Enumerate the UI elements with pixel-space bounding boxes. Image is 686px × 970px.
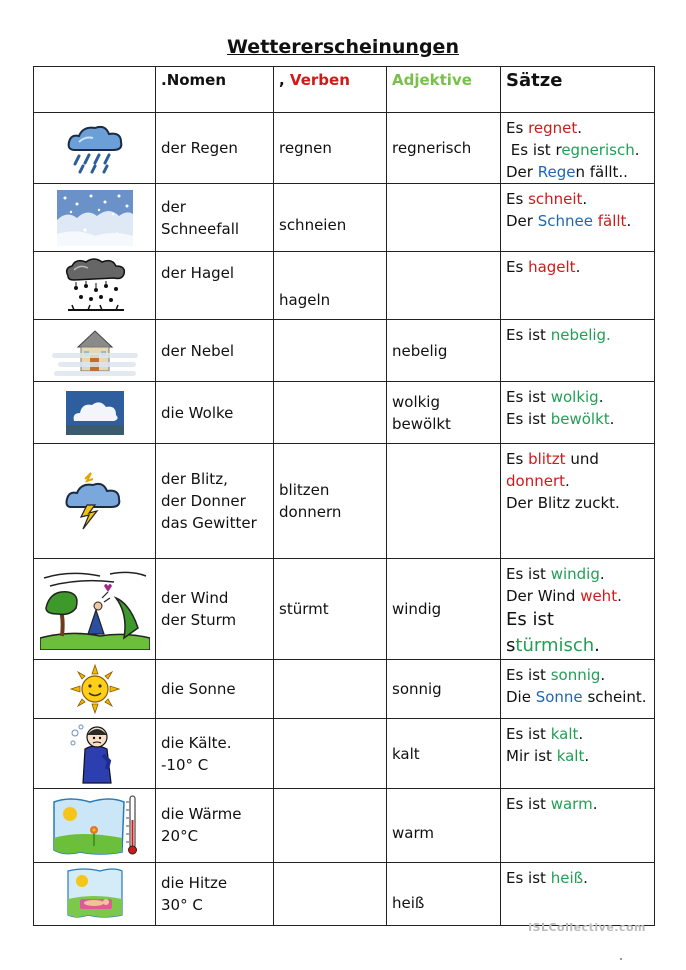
header-picture xyxy=(34,67,156,113)
verb-cell xyxy=(274,789,387,863)
picture-cell xyxy=(34,320,156,382)
picture-cell xyxy=(34,444,156,559)
nomen-cell: die Sonne xyxy=(156,660,274,719)
adjective-cell: kalt xyxy=(387,719,501,789)
warm-thermometer-icon xyxy=(50,792,140,860)
picture-cell xyxy=(34,719,156,789)
verb-cell: schneien xyxy=(274,184,387,252)
adjective-cell: windig xyxy=(387,559,501,660)
adjective-cell: heiß xyxy=(387,863,501,926)
table-row xyxy=(34,863,655,926)
adjective-cell: regnerisch xyxy=(387,113,501,184)
nomen-cell: der Hagel xyxy=(156,252,274,320)
adjective-cell xyxy=(387,252,501,320)
picture-cell xyxy=(34,559,156,660)
verb-cell: stürmt xyxy=(274,559,387,660)
verb-cell: hageln xyxy=(274,252,387,320)
verb-cell: blitzen donnern xyxy=(274,444,387,559)
nomen-cell: die Wärme 20°C xyxy=(156,789,274,863)
table-row xyxy=(34,719,655,789)
sentence-cell: Es hagelt. xyxy=(501,252,655,320)
picture-cell xyxy=(34,252,156,320)
sentence-cell: Es ist sonnig. Die Sonne scheint. xyxy=(501,660,655,719)
sentence-cell: Es ist heiß. xyxy=(501,863,655,926)
rain-cloud-icon xyxy=(63,120,127,176)
hail-cloud-icon xyxy=(62,256,128,316)
nomen-cell: der Wind der Sturm xyxy=(156,559,274,660)
cloud-photo-icon xyxy=(66,391,124,435)
verb-cell xyxy=(274,320,387,382)
adjective-cell: sonnig xyxy=(387,660,501,719)
picture-cell xyxy=(34,184,156,252)
sun-icon xyxy=(70,664,120,714)
sentence-cell: Es ist windig. Der Wind weht. Es ist stürmisch. xyxy=(501,559,655,660)
picture-cell xyxy=(34,660,156,719)
header-adjektive: Adjektive xyxy=(387,67,501,113)
adjective-cell: nebelig xyxy=(387,320,501,382)
fog-house-icon xyxy=(50,323,140,379)
table-row xyxy=(34,444,655,559)
sentence-cell: Es ist wolkig. Es ist bewölkt. xyxy=(501,382,655,444)
header-nomen: .Nomen xyxy=(156,67,274,113)
sentence-cell: Es blitzt und donnert. Der Blitz zuckt. xyxy=(501,444,655,559)
table-row xyxy=(34,184,655,252)
adjective-cell: wolkig bewölkt xyxy=(387,382,501,444)
table-row xyxy=(34,113,655,184)
verb-cell xyxy=(274,719,387,789)
adjective-cell: warm xyxy=(387,789,501,863)
verb-cell xyxy=(274,660,387,719)
sentence-cell: Es ist nebelig. xyxy=(501,320,655,382)
weather-table xyxy=(33,66,655,926)
table-row xyxy=(34,660,655,719)
verb-cell: regnen xyxy=(274,113,387,184)
nomen-cell: die Kälte. -10° C xyxy=(156,719,274,789)
header-verben: , Verben xyxy=(274,67,387,113)
page-mark xyxy=(620,958,622,960)
watermark: iSLCollective.com xyxy=(528,921,646,934)
nomen-cell: der Blitz, der Donner das Gewitter xyxy=(156,444,274,559)
table-row xyxy=(34,789,655,863)
header-row xyxy=(34,67,655,113)
picture-cell xyxy=(34,113,156,184)
sentence-cell: Es schneit. Der Schnee fällt. xyxy=(501,184,655,252)
table-row xyxy=(34,320,655,382)
picture-cell xyxy=(34,789,156,863)
sentence-cell: Es ist kalt. Mir ist kalt. xyxy=(501,719,655,789)
nomen-cell: der Regen xyxy=(156,113,274,184)
snowfall-photo-icon xyxy=(57,190,133,246)
heat-sunbather-icon xyxy=(64,865,126,923)
adjective-cell xyxy=(387,444,501,559)
table-row xyxy=(34,559,655,660)
verb-cell xyxy=(274,863,387,926)
verb-cell xyxy=(274,382,387,444)
page-title: Wettererscheinungen xyxy=(227,36,459,58)
sentence-cell: Es regnet. Es ist regnerisch. Der Regen fällt.. xyxy=(501,113,655,184)
lightning-cloud-icon xyxy=(63,469,127,533)
storm-wind-icon xyxy=(40,568,150,650)
nomen-cell: die Wolke xyxy=(156,382,274,444)
adjective-cell xyxy=(387,184,501,252)
nomen-cell: der Schneefall xyxy=(156,184,274,252)
picture-cell xyxy=(34,863,156,926)
header-saetze: Sätze xyxy=(501,67,655,113)
picture-cell xyxy=(34,382,156,444)
nomen-cell: die Hitze 30° C xyxy=(156,863,274,926)
table-row xyxy=(34,382,655,444)
table-row xyxy=(34,252,655,320)
cold-person-icon xyxy=(67,721,123,787)
nomen-cell: der Nebel xyxy=(156,320,274,382)
sentence-cell: Es ist warm. xyxy=(501,789,655,863)
